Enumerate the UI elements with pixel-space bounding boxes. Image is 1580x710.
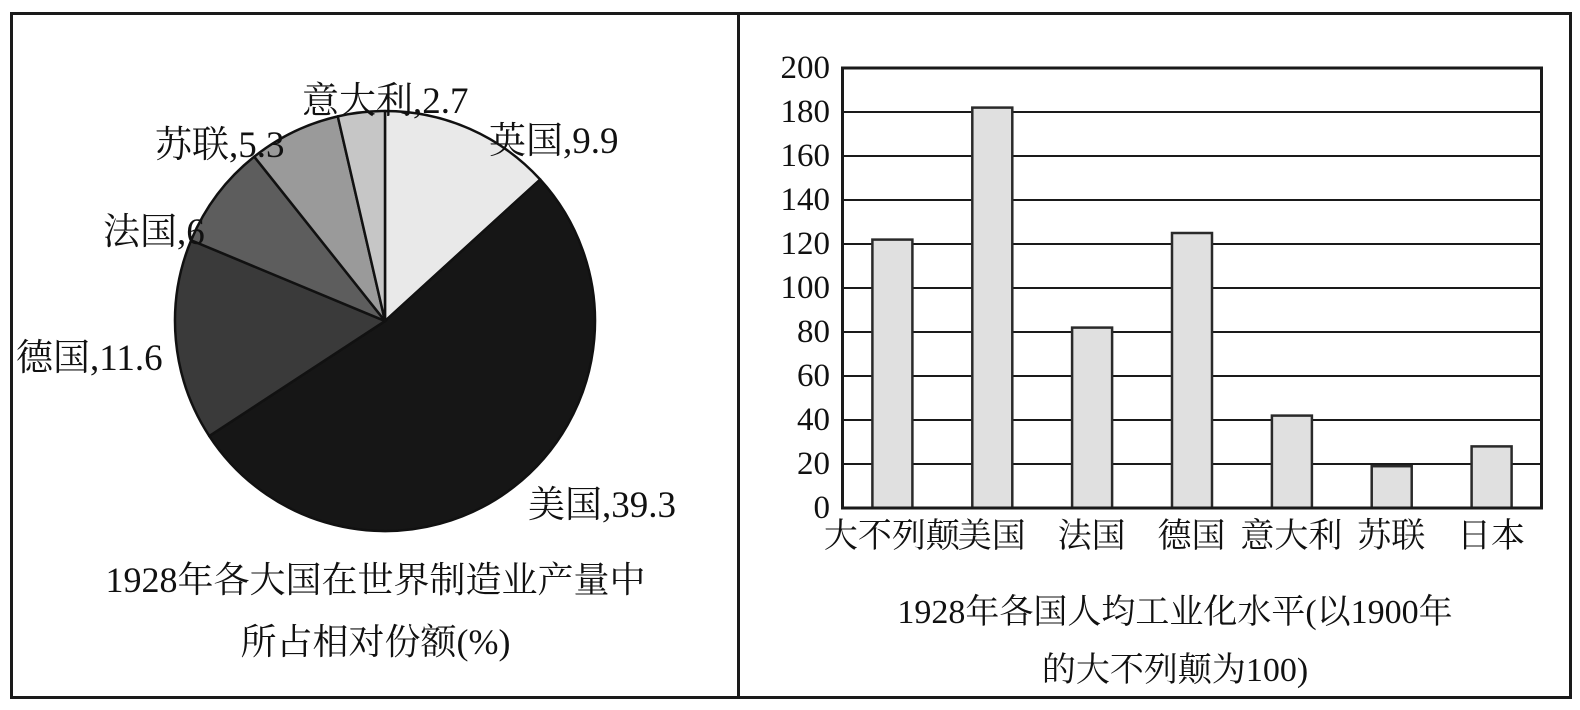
y-axis-tick-60: 60 — [797, 358, 830, 394]
pie-slice-label-1: 美国,39.3 — [528, 485, 676, 526]
pie-slice-label-2: 德国,11.6 — [16, 338, 163, 379]
y-axis-tick-100: 100 — [780, 270, 830, 306]
bar-2 — [1072, 328, 1112, 508]
pie-slice-label-0: 英国,9.9 — [489, 121, 619, 162]
bar-3 — [1172, 233, 1212, 508]
y-axis-tick-200: 200 — [780, 50, 830, 86]
bar-0 — [872, 240, 912, 508]
y-axis-tick-160: 160 — [780, 138, 830, 174]
pie-slice-label-4: 苏联,5.3 — [155, 125, 285, 166]
bar-chart — [841, 66, 1544, 511]
bar-6 — [1472, 446, 1512, 508]
y-axis-tick-0: 0 — [813, 490, 830, 526]
pie-title-line-2: 所占相对份额(%) — [240, 622, 511, 662]
y-axis-tick-140: 140 — [780, 182, 830, 218]
x-axis-label-5: 苏联 — [1357, 518, 1426, 555]
pie-slice-label-5: 意大利,2.7 — [302, 81, 469, 122]
y-axis-tick-40: 40 — [797, 402, 830, 438]
bar-title-line-2: 的大不列颠为100) — [1041, 652, 1309, 689]
pie-slice-label-3: 法国,6 — [103, 212, 205, 253]
x-axis-label-0: 大不列颠 — [823, 518, 960, 555]
x-axis-label-4: 意大利 — [1240, 518, 1343, 555]
y-axis-tick-180: 180 — [780, 94, 830, 130]
pie-chart — [165, 101, 605, 541]
x-axis-label-3: 德国 — [1157, 518, 1226, 555]
y-axis-tick-120: 120 — [780, 226, 830, 262]
bar-title-line-1: 1928年各国人均工业化水平(以1900年 — [897, 594, 1453, 631]
pie-chart-title — [13, 549, 738, 673]
bar-1 — [972, 108, 1012, 508]
pie-title-line-1: 1928年各大国在世界制造业产量中 — [105, 560, 646, 600]
x-axis-label-1: 美国 — [957, 518, 1026, 555]
bar-4 — [1272, 416, 1312, 508]
x-axis-label-6: 日本 — [1457, 518, 1526, 555]
bar-5 — [1372, 466, 1412, 508]
y-axis-tick-20: 20 — [797, 446, 830, 482]
x-axis-label-2: 法国 — [1057, 518, 1126, 555]
bar-chart-title — [800, 584, 1550, 700]
y-axis-tick-80: 80 — [797, 314, 830, 350]
